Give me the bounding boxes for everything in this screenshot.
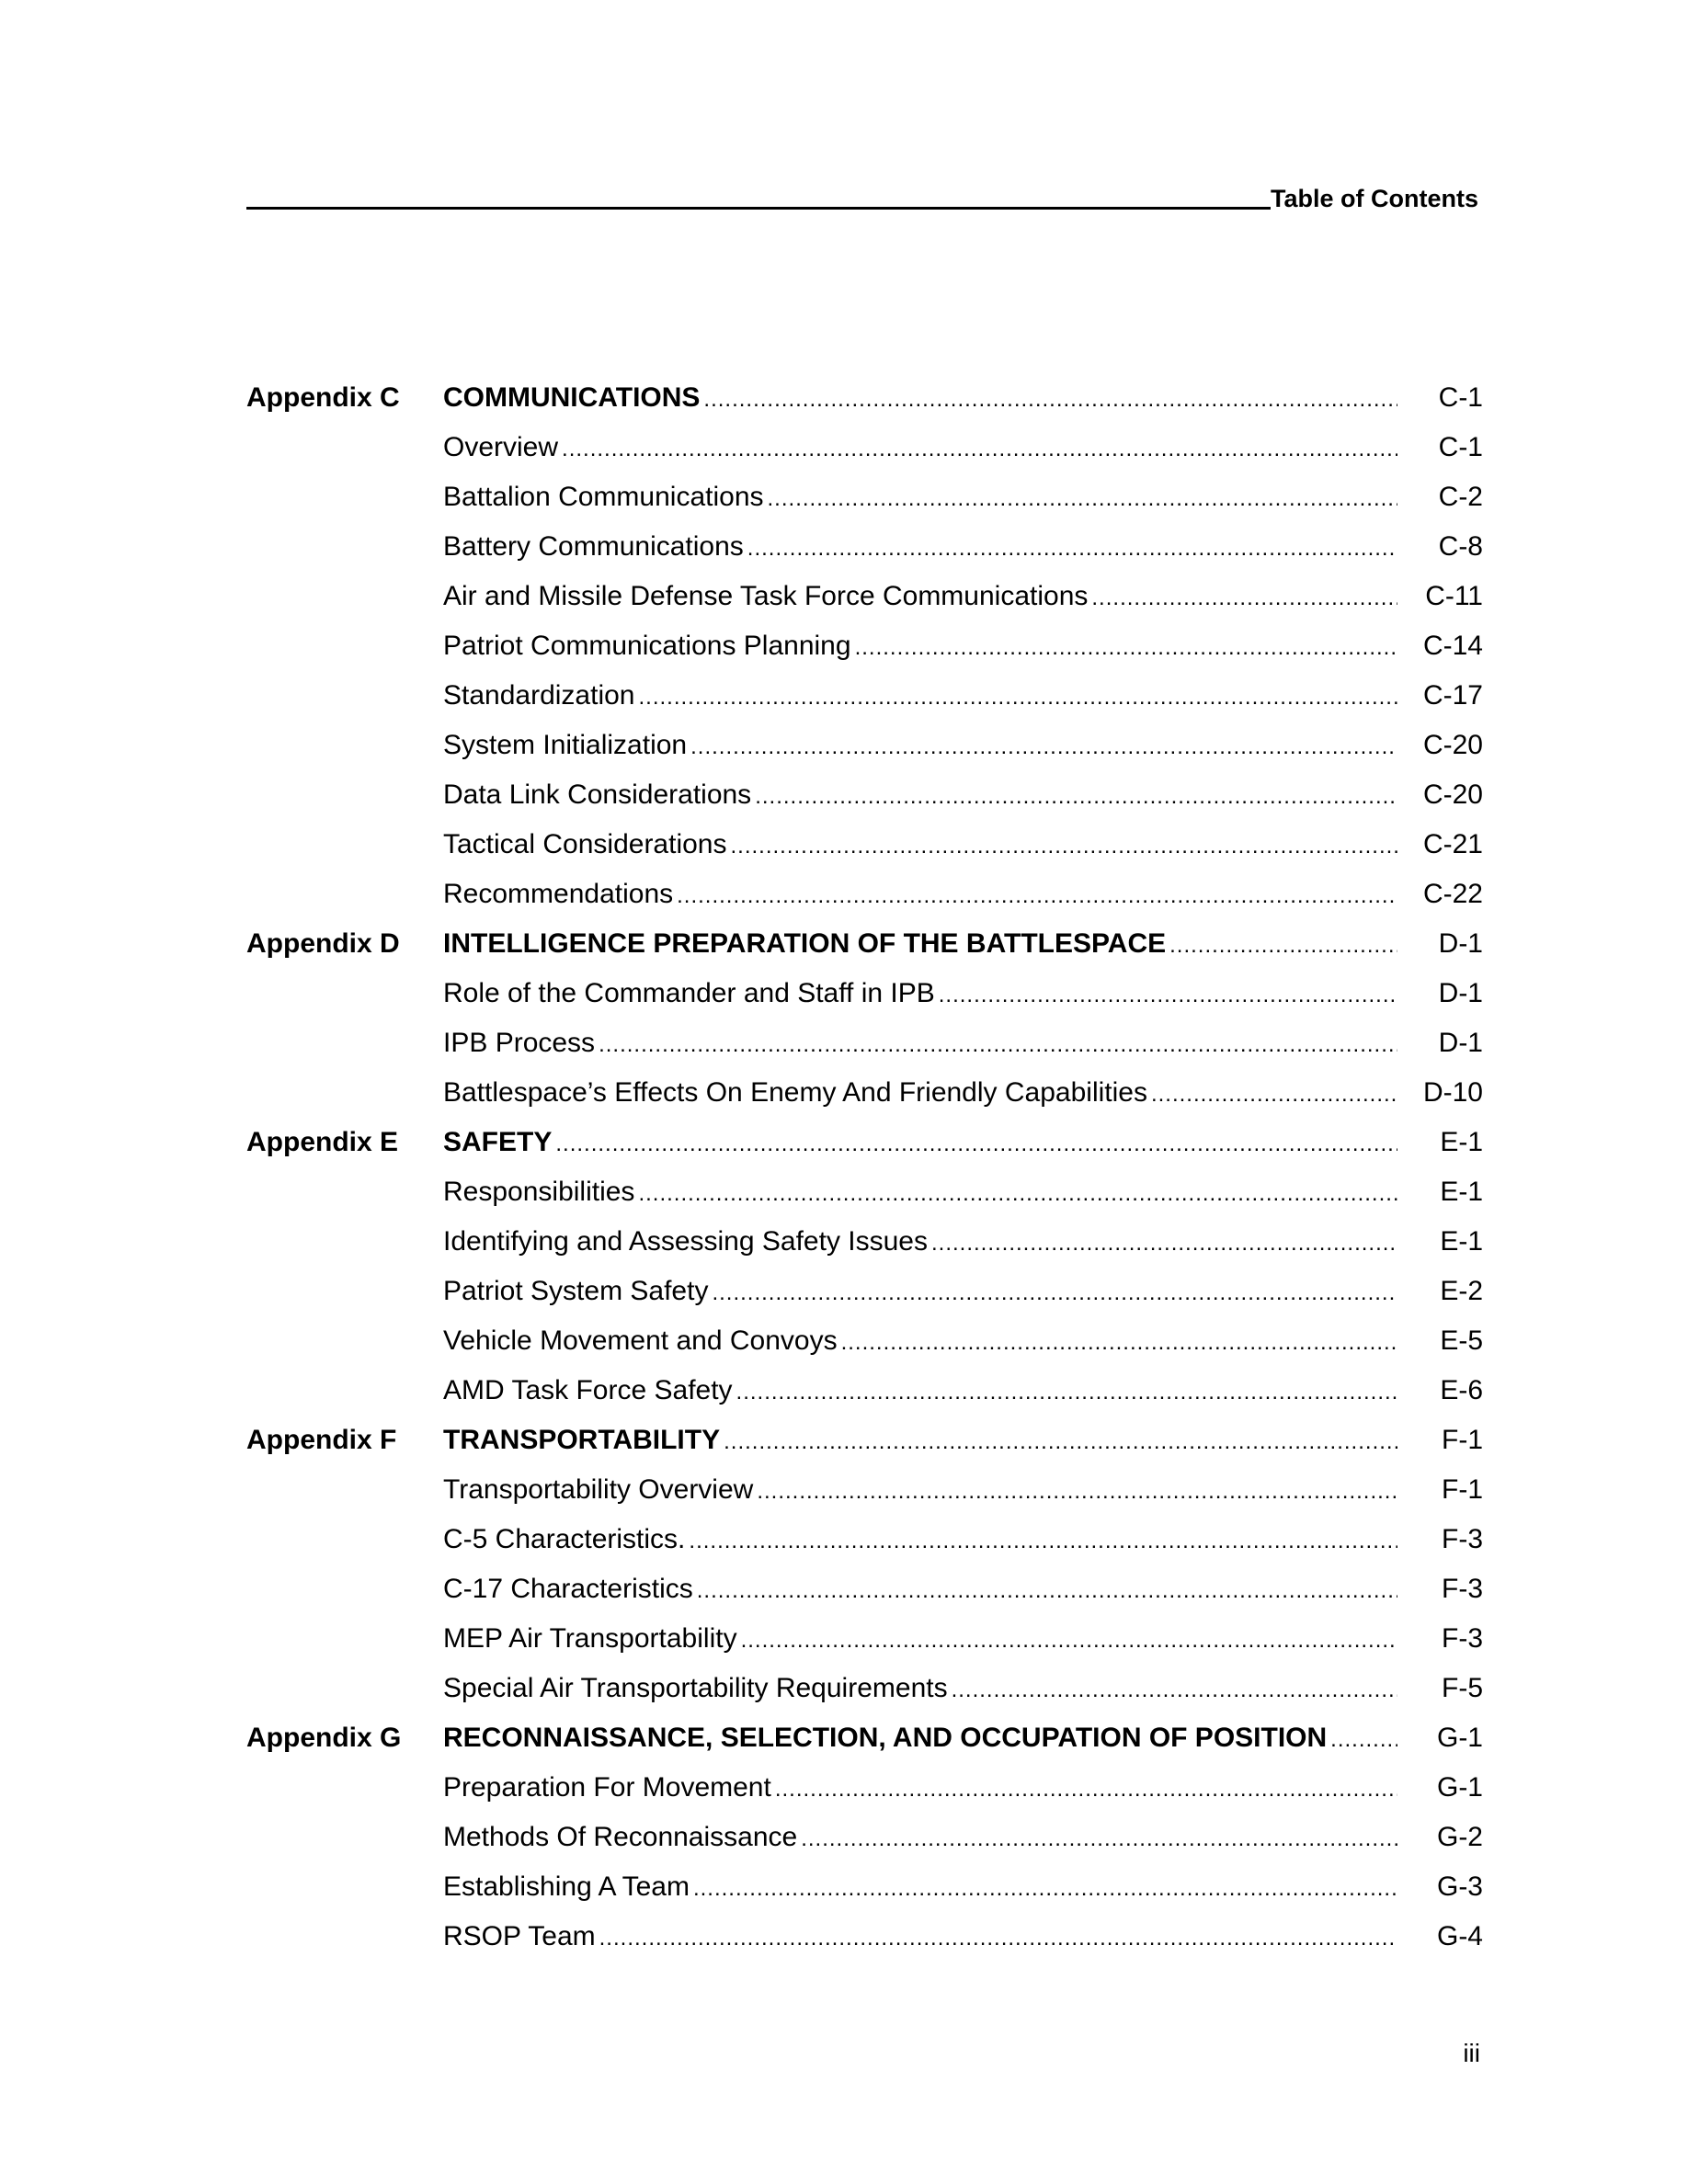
- appendix-heading-entry: [443, 1118, 1397, 1167]
- section-entry: [443, 1564, 1397, 1614]
- entry-title: Recommendations: [443, 879, 674, 909]
- section-entry: [443, 671, 1397, 721]
- entry-page-number: D-1: [1438, 1028, 1483, 1058]
- entry-page-number: D-1: [1438, 928, 1483, 959]
- section-entry: [443, 522, 1397, 572]
- entry-page-number: G-2: [1436, 1822, 1483, 1852]
- dot-leader: [751, 772, 1397, 820]
- toc-row: [246, 1068, 1488, 1118]
- dot-leader: [935, 971, 1397, 1018]
- entry-page-number: C-8: [1438, 531, 1483, 562]
- toc-row: [246, 1515, 1488, 1564]
- dot-leader: [1166, 921, 1397, 969]
- toc-row: [246, 1862, 1488, 1912]
- appendix-heading-entry: [443, 919, 1397, 969]
- entry-title: Data Link Considerations: [443, 779, 752, 810]
- page-number: iii: [1463, 2039, 1480, 2067]
- entry-title: Tactical Considerations: [443, 829, 727, 859]
- toc-row: [246, 1912, 1488, 1962]
- section-entry: [443, 1912, 1397, 1962]
- section-entry: [443, 621, 1397, 671]
- dot-leader: [737, 1616, 1397, 1664]
- dot-leader: [596, 1914, 1397, 1962]
- section-entry: [443, 472, 1397, 522]
- toc-row: [246, 1813, 1488, 1862]
- toc-row: [246, 870, 1488, 919]
- dot-leader: [838, 1318, 1397, 1366]
- entry-page-number: F-1: [1442, 1425, 1483, 1455]
- dot-leader: [753, 1467, 1397, 1515]
- dot-leader: [771, 1765, 1397, 1813]
- toc-row: [246, 1614, 1488, 1664]
- dot-leader: [726, 822, 1397, 870]
- section-entry: [443, 721, 1397, 770]
- section-entry: [443, 1267, 1397, 1316]
- dot-leader: [552, 1120, 1397, 1167]
- toc-row: [246, 671, 1488, 721]
- section-entry: [443, 820, 1397, 870]
- entry-title: Overview: [443, 432, 559, 462]
- entry-page-number: G-4: [1436, 1921, 1483, 1951]
- section-entry: [443, 1813, 1397, 1862]
- section-entry: [443, 1217, 1397, 1267]
- toc-row: [246, 572, 1488, 621]
- appendix-label: Appendix D: [246, 928, 400, 959]
- toc-row: [246, 1118, 1488, 1167]
- dot-leader: [708, 1268, 1397, 1316]
- section-entry: [443, 770, 1397, 820]
- entry-title: Vehicle Movement and Convoys: [443, 1325, 838, 1356]
- dot-leader: [1088, 574, 1397, 621]
- entry-page-number: F-3: [1442, 1574, 1483, 1604]
- entry-page-number: G-1: [1436, 1723, 1483, 1753]
- dot-leader: [685, 1517, 1397, 1564]
- entry-page-number: C-17: [1422, 680, 1483, 711]
- header-title: Table of Contents: [1271, 185, 1478, 212]
- entry-title: Patriot Communications Planning: [443, 631, 851, 661]
- entry-title: RECONNAISSANCE, SELECTION, AND OCCUPATION OF POSITION: [443, 1723, 1328, 1753]
- entry-page-number: C-20: [1422, 730, 1483, 760]
- entry-page-number: E-1: [1440, 1226, 1483, 1257]
- entry-title: Responsibilities: [443, 1177, 635, 1207]
- dot-leader: [634, 673, 1397, 721]
- section-entry: [443, 423, 1397, 472]
- entry-title: Battalion Communications: [443, 482, 764, 512]
- entry-title: Battery Communications: [443, 531, 744, 562]
- entry-title: System Initialization: [443, 730, 688, 760]
- section-entry: [443, 1366, 1397, 1416]
- dot-leader: [634, 1169, 1397, 1217]
- dot-leader: [797, 1814, 1397, 1862]
- toc-row: [246, 1267, 1488, 1316]
- toc-row: [246, 1316, 1488, 1366]
- section-entry: [443, 1515, 1397, 1564]
- table-of-contents: [246, 373, 1488, 1962]
- dot-leader: [733, 1368, 1397, 1416]
- dot-leader: [700, 375, 1397, 423]
- toc-row: [246, 1018, 1488, 1068]
- entry-page-number: C-22: [1422, 879, 1483, 909]
- dot-leader: [558, 425, 1397, 472]
- section-entry: [443, 1068, 1397, 1118]
- entry-page-number: G-1: [1436, 1772, 1483, 1803]
- entry-page-number: C-1: [1438, 432, 1483, 462]
- toc-row: [246, 770, 1488, 820]
- toc-row: [246, 1167, 1488, 1217]
- entry-page-number: G-3: [1436, 1871, 1483, 1902]
- entry-page-number: C-1: [1438, 382, 1483, 413]
- toc-row: [246, 1366, 1488, 1416]
- entry-page-number: F-5: [1442, 1673, 1483, 1703]
- entry-page-number: D-10: [1422, 1077, 1483, 1108]
- entry-title: Transportability Overview: [443, 1474, 754, 1505]
- toc-row: [246, 1217, 1488, 1267]
- section-entry: [443, 969, 1397, 1018]
- entry-title: Air and Missile Defense Task Force Communications: [443, 581, 1089, 611]
- entry-page-number: E-5: [1440, 1325, 1483, 1356]
- section-entry: [443, 1862, 1397, 1912]
- entry-page-number: D-1: [1438, 978, 1483, 1008]
- entry-page-number: C-11: [1425, 581, 1483, 611]
- toc-row: [246, 1763, 1488, 1813]
- section-entry: [443, 1465, 1397, 1515]
- dot-leader: [851, 623, 1397, 671]
- toc-row: [246, 621, 1488, 671]
- dot-leader: [720, 1417, 1397, 1465]
- entry-title: Battlespace’s Effects On Enemy And Friendly Capabilities: [443, 1077, 1147, 1108]
- toc-row: [246, 820, 1488, 870]
- entry-page-number: F-3: [1442, 1524, 1483, 1554]
- entry-page-number: C-21: [1422, 829, 1483, 859]
- appendix-label: Appendix G: [246, 1723, 402, 1753]
- entry-title: Methods Of Reconnaissance: [443, 1822, 798, 1852]
- entry-title: INTELLIGENCE PREPARATION OF THE BATTLESPACE: [443, 928, 1167, 959]
- entry-page-number: F-3: [1442, 1623, 1483, 1654]
- entry-title: Special Air Transportability Requirements: [443, 1673, 948, 1703]
- toc-row: [246, 373, 1488, 423]
- entry-title: MEP Air Transportability: [443, 1623, 737, 1654]
- entry-title: Identifying and Assessing Safety Issues: [443, 1226, 928, 1257]
- entry-title: AMD Task Force Safety: [443, 1375, 733, 1405]
- appendix-label: Appendix C: [246, 382, 400, 413]
- toc-row: [246, 919, 1488, 969]
- entry-title: RSOP Team: [443, 1921, 596, 1951]
- toc-row: [246, 969, 1488, 1018]
- appendix-label: Appendix E: [246, 1127, 399, 1157]
- dot-leader: [595, 1020, 1397, 1068]
- entry-page-number: E-1: [1440, 1127, 1483, 1157]
- section-entry: [443, 1316, 1397, 1366]
- entry-title: C-17 Characteristics: [443, 1574, 693, 1604]
- entry-title: TRANSPORTABILITY: [443, 1425, 721, 1455]
- appendix-heading-entry: [443, 1416, 1397, 1465]
- entry-page-number: C-14: [1422, 631, 1483, 661]
- toc-row: [246, 1465, 1488, 1515]
- section-entry: [443, 1763, 1397, 1813]
- entry-page-number: C-20: [1422, 779, 1483, 810]
- toc-row: [246, 472, 1488, 522]
- toc-row: [246, 1713, 1488, 1763]
- dot-leader: [1147, 1070, 1397, 1118]
- dot-leader: [690, 1864, 1397, 1912]
- toc-row: [246, 1664, 1488, 1713]
- toc-row: [246, 522, 1488, 572]
- entry-page-number: C-2: [1438, 482, 1483, 512]
- toc-row: [246, 721, 1488, 770]
- entry-title: Patriot System Safety: [443, 1276, 709, 1306]
- section-entry: [443, 1664, 1397, 1713]
- section-entry: [443, 870, 1397, 919]
- section-entry: [443, 572, 1397, 621]
- toc-row: [246, 1564, 1488, 1614]
- toc-row: [246, 423, 1488, 472]
- entry-title: IPB Process: [443, 1028, 596, 1058]
- dot-leader: [687, 722, 1397, 770]
- appendix-heading-entry: [443, 1713, 1397, 1763]
- toc-row: [246, 1416, 1488, 1465]
- entry-page-number: E-2: [1440, 1276, 1483, 1306]
- entry-title: Establishing A Team: [443, 1871, 690, 1902]
- header-rule: [246, 207, 1271, 210]
- dot-leader: [673, 871, 1397, 919]
- dot-leader: [693, 1566, 1397, 1614]
- appendix-label: Appendix F: [246, 1425, 397, 1455]
- entry-page-number: F-1: [1442, 1474, 1483, 1505]
- section-entry: [443, 1614, 1397, 1664]
- appendix-heading-entry: [443, 373, 1397, 423]
- running-header: [246, 180, 1478, 213]
- entry-title: C-5 Characteristics.: [443, 1524, 686, 1554]
- entry-page-number: E-6: [1440, 1375, 1483, 1405]
- entry-title: SAFETY: [443, 1127, 553, 1157]
- dot-leader: [764, 474, 1397, 522]
- section-entry: [443, 1018, 1397, 1068]
- entry-title: Preparation For Movement: [443, 1772, 771, 1803]
- dot-leader: [928, 1219, 1397, 1267]
- entry-title: COMMUNICATIONS: [443, 382, 701, 413]
- entry-page-number: E-1: [1440, 1177, 1483, 1207]
- entry-title: Standardization: [443, 680, 635, 711]
- section-entry: [443, 1167, 1397, 1217]
- entry-title: Role of the Commander and Staff in IPB: [443, 978, 935, 1008]
- dot-leader: [1327, 1715, 1397, 1763]
- dot-leader: [744, 524, 1397, 572]
- dot-leader: [948, 1666, 1397, 1713]
